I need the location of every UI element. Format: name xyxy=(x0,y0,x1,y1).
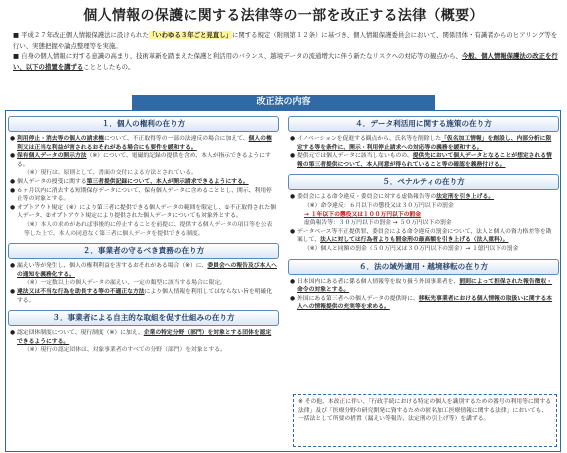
intro-line-1-pre: ■ 平成２７年改正個人情報保護法に設けられた xyxy=(13,31,149,39)
item-key-term: 違法又は不当な行為を助長する等の不適正な方法 xyxy=(17,288,145,295)
footnote: （※）現行の認定団体は、対象事業者のすべての分野（部門）を対象とする。 xyxy=(24,347,226,354)
section-heading: ４．データ利活用に関する施策の在り方 xyxy=(288,116,559,132)
bullet-icon: ● xyxy=(10,204,16,211)
item-emphasis: 法定刑を引き上げる。 xyxy=(436,194,495,201)
item-emphasis: 提供先において個人データとなることが想定される情報の第三者提供について、本人同意が得られていること等の確認を義務付ける。 xyxy=(297,153,552,168)
item-emphasis: 第三者提供記録について、本人が開示請求できるようにする。 xyxy=(86,178,249,185)
item-text: 提供元では個人データに該当しないものの、 xyxy=(297,153,413,160)
penalty-note: （※）個人と同額の罰金（５０万円又は３０万円以下の罰金）→ １億円以下の罰金 xyxy=(304,245,519,252)
item-text: （※）について、電磁的記録の提供を含め、本人が指示できるようにする。 xyxy=(17,153,271,168)
section-sections_left-1 xyxy=(8,243,279,307)
bullet-icon: ● xyxy=(290,278,296,285)
item-emphasis: 「仮名加工情報」を創設し、内部分析に限定する等を条件に、開示・利用停止請求への対応等の義務を緩和する。 xyxy=(297,136,552,151)
penalty-note-emphasis: → １年以下の懲役又は１００万円以下の罰金 xyxy=(304,211,422,218)
bullet-icon: ● xyxy=(290,295,296,302)
intro-line-1 xyxy=(5,30,560,51)
bullet-item xyxy=(10,262,277,279)
section-body xyxy=(8,326,279,357)
section-sections_left-0 xyxy=(8,116,279,240)
right-column xyxy=(288,116,559,314)
section-sections_right-0 xyxy=(288,116,559,171)
section-body xyxy=(8,259,279,307)
bullet-icon: ● xyxy=(290,153,296,160)
bullet-icon: ● xyxy=(10,187,16,194)
footnote: （※）一定数以上の個人データの漏えい、一定の類型に該当する場合に限定。 xyxy=(24,280,226,287)
penalty-note: 虚偽報告等：３０万円以下の罰金 → ５０万円以下の罰金 xyxy=(304,220,452,227)
intro-highlight: 「いわゆる３年ごと見直し」 xyxy=(148,31,232,39)
intro-line-2 xyxy=(5,51,560,72)
bullet-item xyxy=(10,187,277,204)
bullet-icon: ● xyxy=(10,178,16,185)
bullet-icon: ● xyxy=(290,136,296,142)
item-text: 委員会による命令違反・委員会に対する虚偽報告等の xyxy=(297,194,437,201)
section-heading: ３．事業者による自主的な取組を促す仕組みの在り方 xyxy=(8,310,279,326)
section-body xyxy=(288,190,559,255)
section-heading: ６．法の域外適用・越境移転の在り方 xyxy=(288,259,559,275)
bullet-icon: ● xyxy=(290,228,296,235)
item-key-term: 利用停止・消去等の個人の請求権 xyxy=(17,136,104,142)
bullet-item xyxy=(10,288,277,305)
bullet-item xyxy=(290,135,557,152)
bullet-item xyxy=(10,329,277,346)
item-emphasis: 罰則によって担保された報告徴収・命令の対象とする。 xyxy=(297,278,553,294)
left-column xyxy=(8,116,279,357)
item-text: 認定団体制度について、現行制度（※）に加え、 xyxy=(17,330,144,337)
bullet-item xyxy=(10,178,277,187)
section-body xyxy=(288,275,559,314)
footnote: （※）現行は、原則として、書面の交付による方法とされている。 xyxy=(24,170,197,177)
intro-line-2-pre: ■ 自身の個人情報に対する意識の高まり、技術革新を踏まえた保護と利活用のバランス、越境データの流通増大に伴う新たなリスクへの対応等の観点から、 xyxy=(13,52,462,60)
bullet-item xyxy=(290,228,557,245)
penalty-note: （※）命令違反：６月以下の懲役又は３０万円以下の罰金 xyxy=(304,202,454,209)
main-header: 改正法の内容 xyxy=(132,95,435,110)
item-text: イノベーションを促進する観点から、氏名等を削除した xyxy=(297,136,442,142)
item-text: オプトアウト規定（※）により第三者に提供できる個人データの範囲を限定し、①不正取得された個人データ、②オプトアウト規定により提供された個人データについても対象外とする。 xyxy=(17,204,276,220)
item-text: 漏えい等が発生し、個人の権利利益を害するおそれがある場合（※）に、 xyxy=(17,263,208,270)
item-key-term: 保有個人データの開示方法 xyxy=(17,153,87,160)
item-text: について、不正取得等の一部の法違反の場合に加えて、 xyxy=(103,136,249,142)
bullet-item xyxy=(10,204,277,221)
section-sections_right-1 xyxy=(288,174,559,255)
section-heading: １．個人の権利の在り方 xyxy=(8,116,279,132)
item-emphasis: 企業の特定分野（部門）を対象とする団体を認定できるようにする。 xyxy=(17,330,272,345)
section-body xyxy=(8,132,279,240)
bullet-icon: ● xyxy=(10,136,16,142)
bullet-item xyxy=(290,278,557,295)
bullet-item xyxy=(290,193,557,202)
item-text: により個人情報を利用してはならない旨を明確化する。 xyxy=(17,288,273,304)
item-emphasis: 個人の権利又は正当な利益が害されるおそれがある場合にも要件を緩和する。 xyxy=(17,136,272,151)
bullet-item xyxy=(10,135,277,152)
intro-block xyxy=(5,30,560,72)
section-body xyxy=(288,132,559,171)
intro-line-1-post: に関する規定（附則第１２条）に基づき、個人情報保護委員会において、関係団体・有識者からのヒアリング等を行い、実態把握や論点整理等を実施。 xyxy=(13,31,558,50)
intro-underline: 今般、個人情報保護法の改正を行い、以下の措置を講ずる xyxy=(13,52,558,71)
bullet-icon: ● xyxy=(10,288,16,295)
item-text: 個人データの授受に関する xyxy=(17,178,87,185)
item-text: 日本国内にある者に係る個人情報等を取り扱う外国事業者を、 xyxy=(297,278,460,285)
section-sections_right-2 xyxy=(288,259,559,314)
item-emphasis: 移転先事業者における個人情報の取扱いに関する本人への情報提供の充実等を求める。 xyxy=(297,295,553,311)
bullet-item xyxy=(290,295,557,312)
footnote: （※）本人の求めがあれば事後的に停止することを前提に、提供する個人データの項目等を公表等した上で、本人の同意なく第三者に個人データを提供できる制度。 xyxy=(24,221,273,237)
item-emphasis: 委員会への報告及び本人への通知を義務化する。 xyxy=(17,263,277,278)
section-sections_left-2 xyxy=(8,310,279,357)
item-text: データベース等不正提供罪、委員会による命令違反の罰金について、法人と個人の資力格差等を勘案して、 xyxy=(297,228,552,244)
bullet-icon: ● xyxy=(10,263,16,270)
item-text: 外国にある第三者への個人データの提供時に、 xyxy=(297,295,419,302)
section-heading: ２．事業者の守るべき責務の在り方 xyxy=(8,243,279,259)
bullet-icon: ● xyxy=(290,194,296,201)
item-emphasis: 法人に対しては行為者よりも罰金刑の最高額を引き上げる（法人重科）。 xyxy=(320,237,509,244)
supplementary-note: ※ その他、本改正に伴い、「行政手続における特定の個人を識別するための番号の利用等に関する法律」及び「医療分野の研究開発に資するための匿名加工医療情報に関する法律」においても、一括法として所要の措置（漏えい等報告、法定刑の引上げ等）を講ずる。 xyxy=(293,394,557,447)
intro-line-2-post: こととしたもの。 xyxy=(83,62,135,71)
bullet-icon: ● xyxy=(10,330,16,337)
page-title: 個人情報の保護に関する法律等の一部を改正する法律（概要） xyxy=(83,8,484,24)
bullet-item xyxy=(290,152,557,169)
bullet-icon: ● xyxy=(10,153,16,160)
item-text: ６ヶ月以内に消去する短期保存データについて、保有個人データに含めることとし、開示、利用停止等の対象とする。 xyxy=(17,187,272,203)
section-heading: ５．ペナルティの在り方 xyxy=(288,174,559,190)
bullet-item xyxy=(10,152,277,169)
